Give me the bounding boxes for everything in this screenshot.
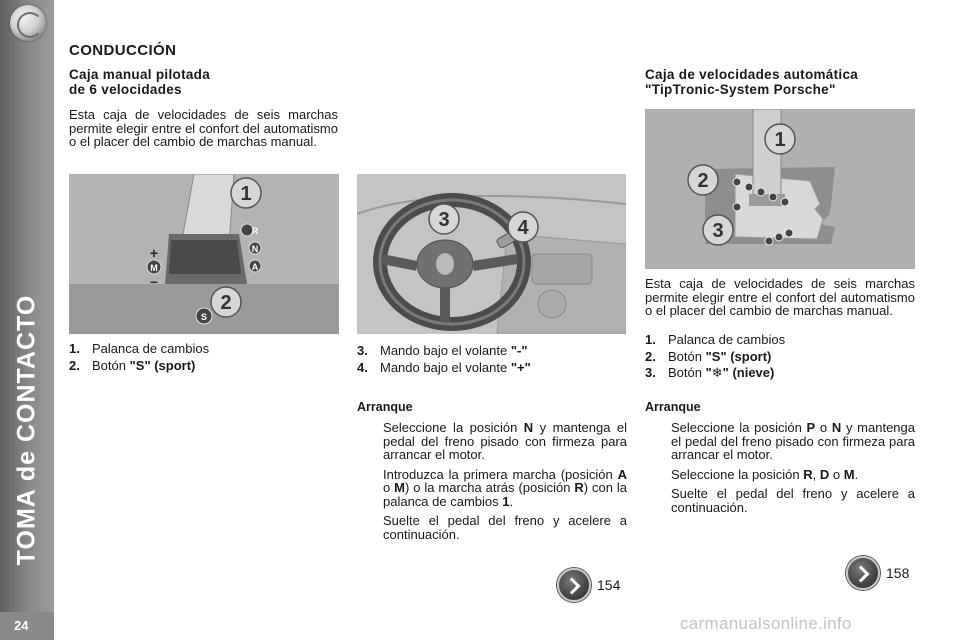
gear-label-m: M (150, 263, 158, 273)
manual-items-list (69, 341, 209, 374)
automatic-intro: Esta caja de velocidades de seis marchas permite elegir entre el confort del automatismo o el placer del cambio de marchas manual. (645, 276, 915, 319)
chapter-logo-icon (10, 5, 46, 41)
steering-items-list (357, 343, 531, 376)
automatic-start-heading: Arranque (645, 400, 701, 414)
gear-label-plus: + (149, 245, 159, 261)
list-item: 3. Mando bajo el volante "-" (357, 343, 528, 358)
list-item: 3. Botón "❄" (nieve) (645, 365, 775, 380)
callout-3: 3 (438, 209, 450, 231)
automatic-start-steps (645, 421, 915, 520)
callout-3: 3 (712, 220, 724, 242)
gear-label-n: N (251, 244, 259, 254)
automatic-gearbox-photo (645, 109, 915, 269)
callout-1: 1 (774, 129, 786, 151)
manual-intro: Esta caja de velocidades de seis marchas permite elegir entre el confort del automatismo o el placer del cambio de marchas manual. (69, 107, 338, 150)
arrow-right-icon (557, 568, 591, 602)
section-title: CONDUCCIÓN (69, 42, 177, 59)
chapter-title: TOMA de CONTACTO (12, 294, 41, 566)
steering-start-steps (357, 421, 627, 547)
callout-1: 1 (240, 183, 252, 205)
list-item: 2. Botón "S" (sport) (69, 357, 196, 373)
callout-2: 2 (220, 292, 232, 314)
automatic-heading: Caja de velocidades automática "TipTronic-System Porsche" (645, 67, 859, 97)
manual-gearbox-photo (69, 174, 339, 334)
sidebar (0, 0, 54, 640)
list-item: 4. Mando bajo el volante "+" (357, 359, 531, 375)
list-item: Seleccione la posición R, D o M. (671, 466, 859, 482)
gear-label-s: S (200, 312, 208, 322)
list-item: Seleccione la posición N y mantenga el pedal del freno pisado con firmeza para arrancar el motor. (383, 420, 628, 462)
gear-label-a: A (251, 262, 259, 272)
list-item: 1. Palanca de cambios (69, 341, 210, 356)
callout-4: 4 (517, 217, 529, 239)
list-item: 2. Botón "S" (sport) (645, 348, 772, 364)
steering-wheel-photo (357, 174, 626, 334)
page-number: 24 (0, 612, 54, 640)
gear-label-minus: – (150, 273, 158, 289)
arrow-right-icon (846, 556, 880, 590)
list-item: Suelte el pedal del freno y acelere a continuación. (671, 486, 915, 515)
automatic-items-list (645, 332, 785, 382)
list-item: Suelte el pedal del freno y acelere a continuación. (383, 513, 627, 542)
watermark: carmanualsonline.info (680, 614, 852, 633)
page-ref-154[interactable]: 154 (557, 568, 620, 602)
list-item: Introduzca la primera marcha (posición A o M) o la marcha atrás (posición R) con la palanca de cambios 1. (383, 466, 628, 509)
list-item: 1. Palanca de cambios (645, 332, 786, 347)
callout-2: 2 (697, 170, 709, 192)
steering-start-heading: Arranque (357, 400, 413, 414)
manual-heading: Caja manual pilotada de 6 velocidades (69, 67, 211, 97)
gear-label-r: R (251, 226, 259, 236)
page-ref-158[interactable]: 158 (846, 556, 909, 590)
list-item: Seleccione la posición P o N y mantenga el pedal del freno pisado con firmeza para arrancar el motor. (671, 420, 916, 462)
